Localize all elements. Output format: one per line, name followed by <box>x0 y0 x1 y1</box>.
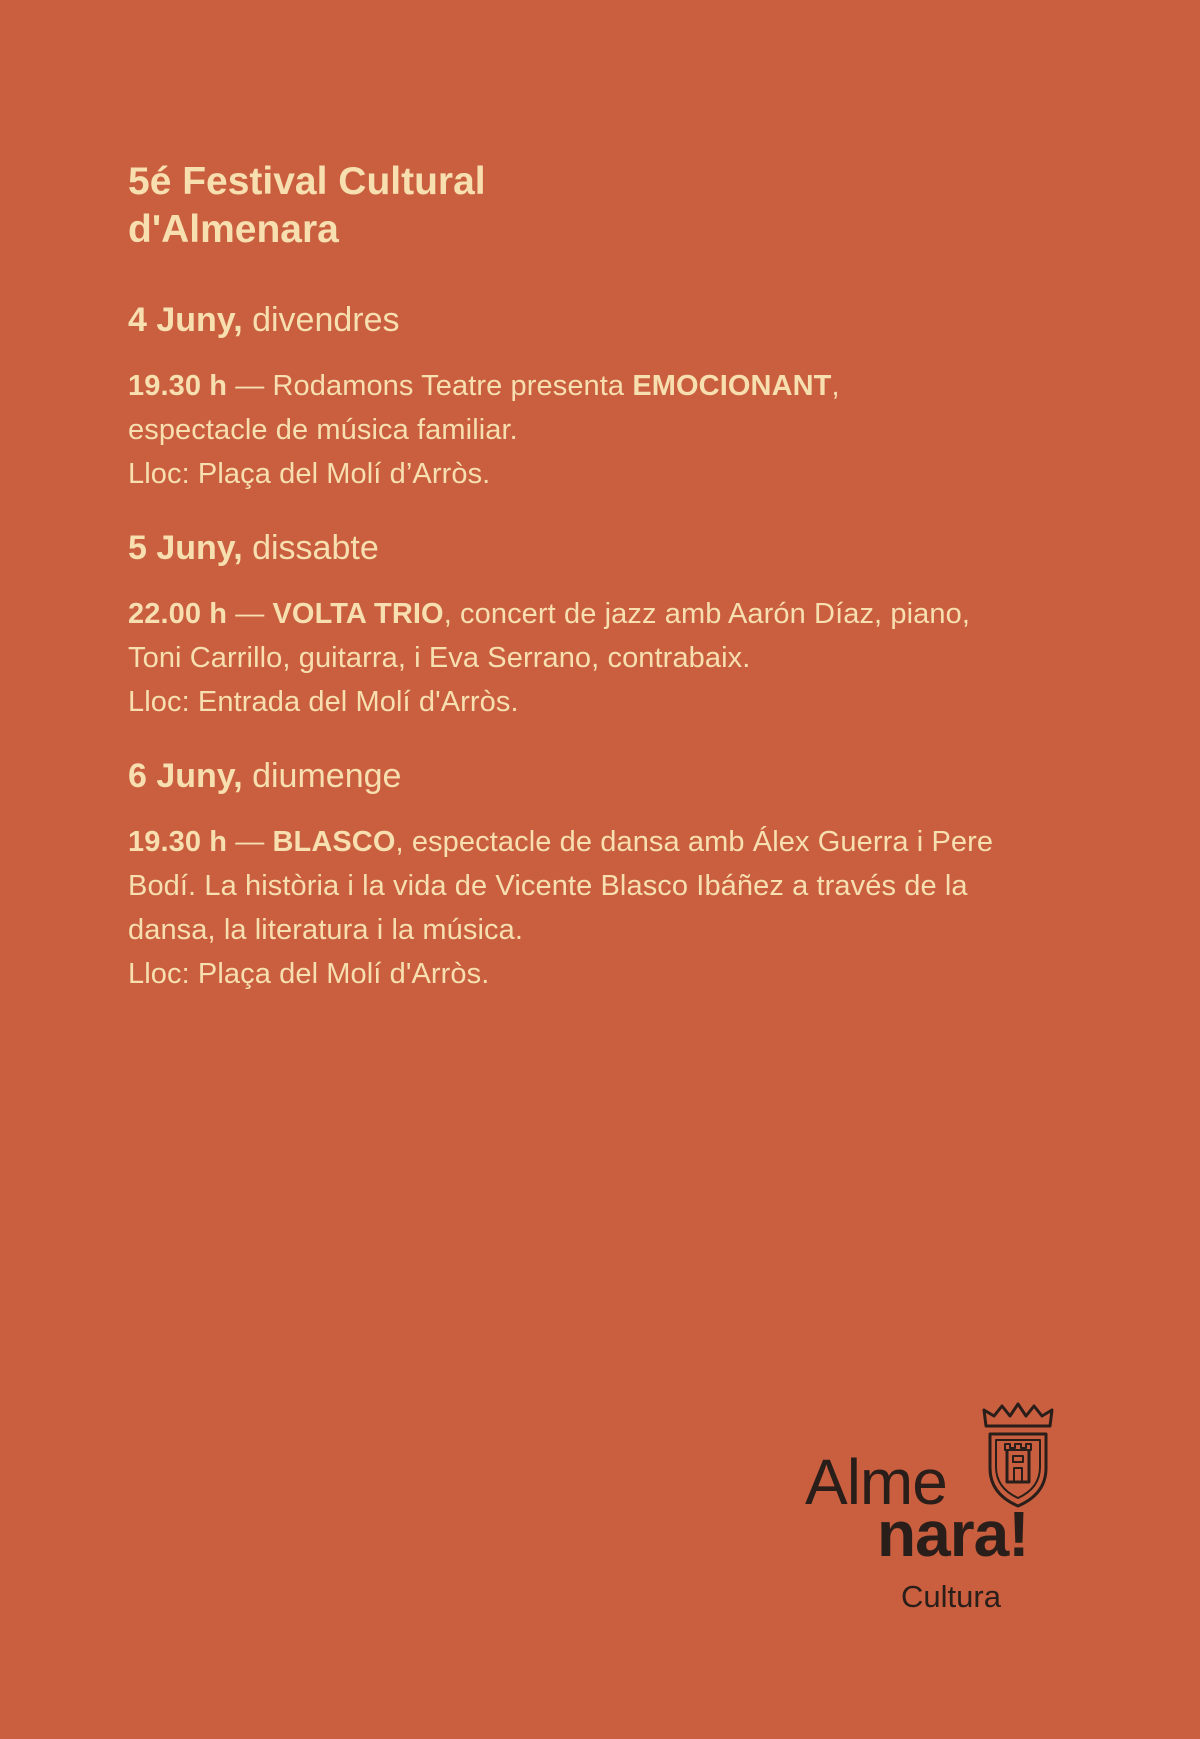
event-entry <box>128 364 1088 496</box>
event-line-1 <box>128 592 1088 636</box>
event-time: 22.00 h <box>128 598 228 630</box>
event-place: Lloc: Plaça del Molí d'Arròs. <box>128 958 490 990</box>
day-weekday: divendres <box>252 301 400 339</box>
event-line-1 <box>128 820 1088 864</box>
program-content <box>128 158 1088 1026</box>
event-entry <box>128 820 1088 996</box>
day-section-3 <box>128 754 1088 996</box>
event-name: VOLTA TRIO <box>272 598 444 630</box>
event-presenter: Rodamons Teatre presenta <box>272 370 633 402</box>
day-weekday: diumenge <box>252 757 402 795</box>
day-date: 5 Juny, <box>128 529 243 567</box>
event-description: , espectacle de dansa amb Álex Guerra i Pere <box>395 826 994 858</box>
event-place: Lloc: Plaça del Molí d’Arròs. <box>128 458 491 490</box>
day-date: 6 Juny, <box>128 757 243 795</box>
day-heading <box>128 754 1088 798</box>
logo-subtitle: Cultura <box>901 1579 1001 1614</box>
event-name: BLASCO <box>272 826 396 858</box>
title-line-2: d'Almenara <box>128 208 339 251</box>
event-line-3: dansa, la literatura i la música. <box>128 914 523 946</box>
event-line-2: Bodí. La història i la vida de Vicente Blasco Ibáñez a través de la <box>128 870 968 902</box>
event-line-1 <box>128 364 1088 408</box>
day-heading <box>128 526 1088 570</box>
day-date: 4 Juny, <box>128 301 243 339</box>
event-line-2: Toni Carrillo, guitarra, i Eva Serrano, contrabaix. <box>128 642 751 674</box>
event-name: EMOCIONANT <box>632 370 832 402</box>
town-crest-icon <box>980 1402 1056 1512</box>
event-separator: — <box>227 370 273 402</box>
day-weekday: dissabte <box>252 529 379 567</box>
event-separator: — <box>227 598 273 630</box>
event-entry <box>128 592 1088 724</box>
logo-text-nara: nara! <box>877 1498 1029 1570</box>
day-heading <box>128 298 1088 342</box>
event-time: 19.30 h <box>128 370 228 402</box>
event-time: 19.30 h <box>128 826 228 858</box>
day-section-2 <box>128 526 1088 724</box>
event-separator: — <box>227 826 273 858</box>
event-line-2: espectacle de música familiar. <box>128 414 518 446</box>
almenara-cultura-logo <box>805 1402 1055 1622</box>
event-description: , concert de jazz amb Aarón Díaz, piano, <box>443 598 970 630</box>
day-section-1 <box>128 298 1088 496</box>
title-line-1: 5é Festival Cultural <box>128 160 486 203</box>
event-place: Lloc: Entrada del Molí d'Arròs. <box>128 686 519 718</box>
page-title <box>128 158 1088 254</box>
logo-text-alme: Alme <box>805 1446 947 1518</box>
event-description: , <box>831 370 840 402</box>
